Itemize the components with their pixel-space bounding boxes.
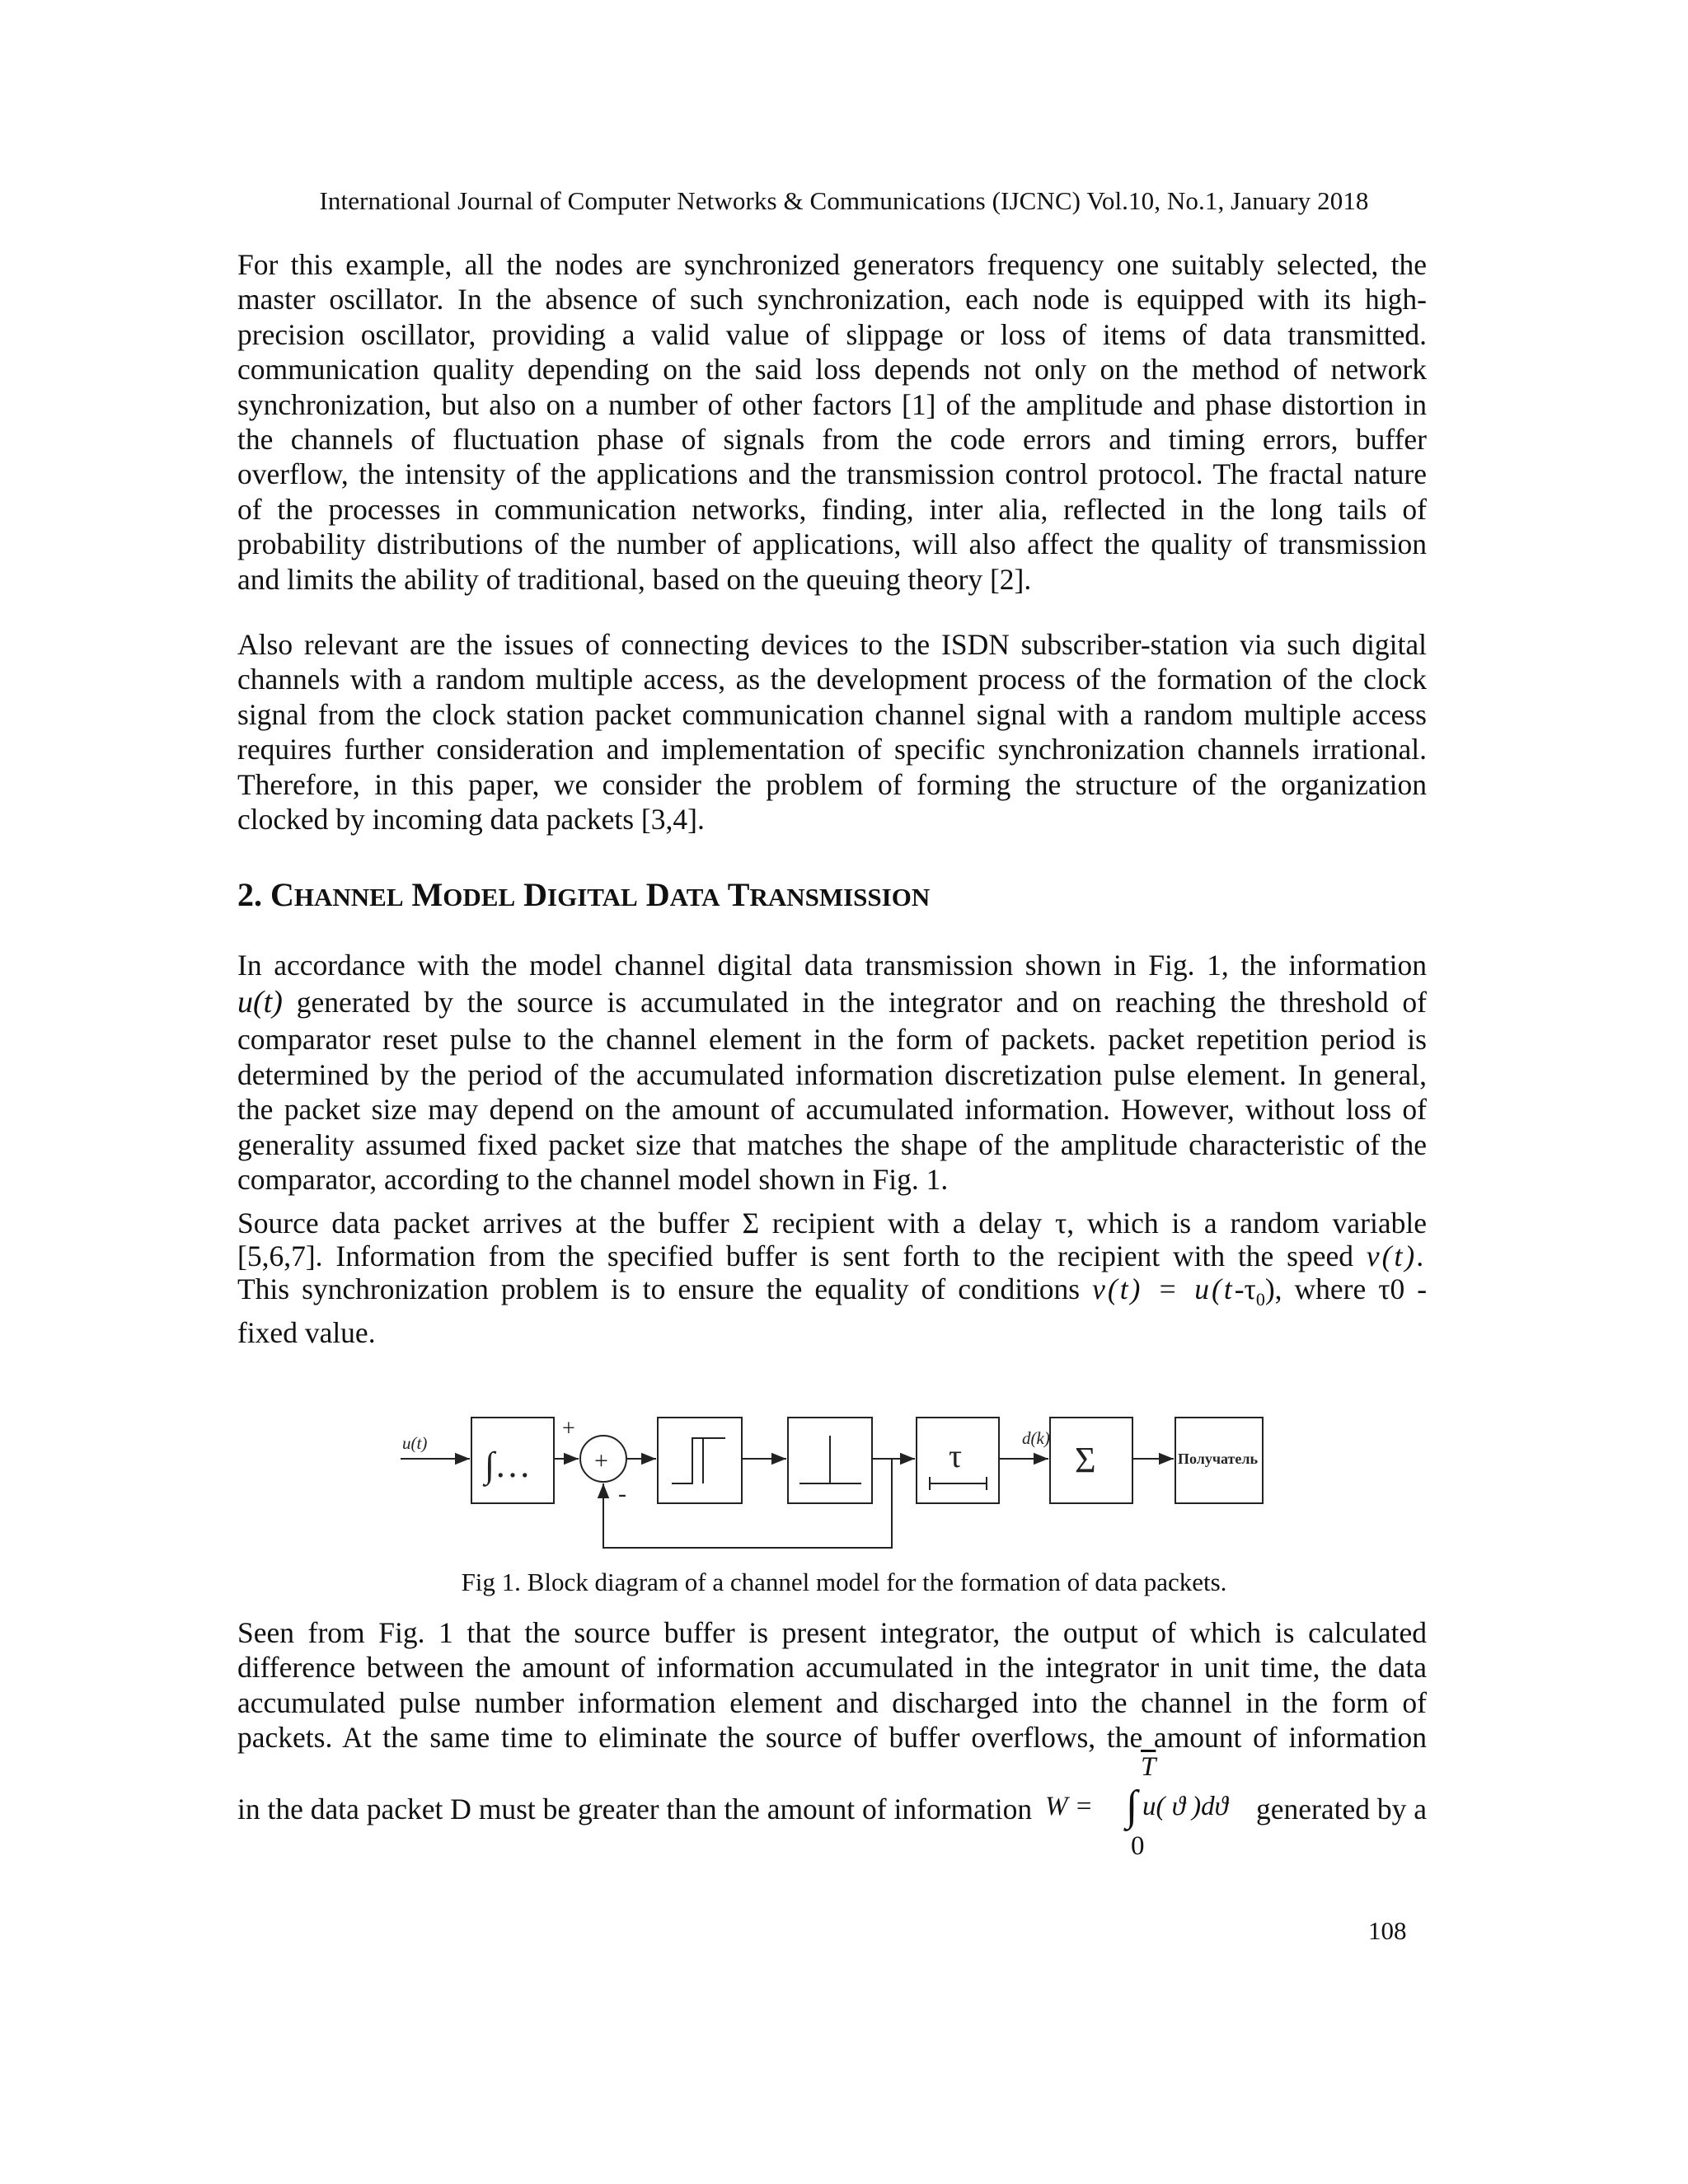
figure-caption: Fig 1. Block diagram of a channel model for the formation of data packets. bbox=[461, 1568, 1227, 1596]
text-line: packets. At the same time to eliminate the source of buffer overflows, the amount of information bbox=[237, 1721, 1427, 1755]
text-line: master oscillator. In the absence of such synchronization, each node is equipped with its high- bbox=[237, 283, 1427, 316]
sum-sign-bottom: - bbox=[618, 1480, 626, 1507]
text-line: Therefore, in this paper, we consider the problem of forming the structure of the organization bbox=[237, 767, 1427, 801]
text-line: fixed value. bbox=[237, 1316, 376, 1350]
text-line: and limits the ability of traditional, based on the queuing theory [2]. bbox=[237, 562, 1032, 596]
text-line: accumulated pulse number information element and discharged into the channel in the form of bbox=[237, 1685, 1427, 1719]
text-line: the packet size may depend on the amount of accumulated information. However, without loss of bbox=[237, 1093, 1427, 1127]
text-line: clocked by incoming data packets [3,4]. bbox=[237, 803, 705, 837]
text-line: signal from the clock station packet communication channel signal with a random multiple access bbox=[237, 697, 1427, 731]
formula-lhs: W = bbox=[1045, 1792, 1094, 1821]
summer-plus: + bbox=[594, 1447, 608, 1474]
text-line: precision oscillator, providing a valid value of slippage or loss of items of data transmitted. bbox=[237, 317, 1427, 351]
text-line: [5,6,7]. Information from the specified buffer is sent forth to the recipient with the speed v(t). bbox=[237, 1240, 1428, 1272]
paragraph-5-last-line: in the data packet D must be greater than the amount of information generated by a bbox=[237, 1793, 1427, 1825]
integral-upper-limit: $\overline{T}$ bbox=[1141, 1752, 1156, 1782]
math-equality: v(t) = u(t bbox=[1092, 1272, 1235, 1305]
paragraph-3 bbox=[237, 948, 1427, 1197]
text-line: requires further consideration and implementation of specific synchronization channels irrational. bbox=[237, 733, 1427, 766]
text-line: Seen from Fig. 1 that the source buffer is present integrator, the output of which is calculated bbox=[237, 1616, 1427, 1649]
recipient-label: Получатель bbox=[1178, 1451, 1258, 1467]
text-line: Also relevant are the issues of connecting devices to the ISDN subscriber-station via such digital bbox=[237, 628, 1427, 661]
text-line: comparator, according to the channel model shown in Fig. 1. bbox=[237, 1163, 949, 1197]
paragraph-4 bbox=[237, 1207, 1427, 1349]
text-line: comparator reset pulse to the channel element in the form of packets. packet repetition period is bbox=[237, 1023, 1427, 1057]
delay-label: τ bbox=[949, 1437, 963, 1474]
pulse-icon bbox=[799, 1436, 861, 1483]
text-line: the channels of fluctuation phase of signals from the code errors and timing errors, buffer bbox=[237, 423, 1427, 457]
sum-sign-top: + bbox=[562, 1416, 575, 1441]
paragraph-1 bbox=[237, 247, 1427, 597]
text-line: difference between the amount of information accumulated in the integrator in unit time, the data bbox=[237, 1651, 1427, 1685]
running-head: International Journal of Computer Networks & Communications (IJCNC) Vol.10, No.1, January 2018 bbox=[319, 186, 1369, 215]
integrand: u( ϑ )dϑ bbox=[1142, 1792, 1228, 1821]
section-heading: 2. CHANNEL MODEL DIGITAL DATA TRANSMISSION bbox=[237, 876, 931, 913]
integral-formula bbox=[1045, 1752, 1256, 1861]
math-v-t: v(t). bbox=[1366, 1240, 1428, 1272]
text-line: This synchronization problem is to ensure the equality of conditions $v(t) = u(t-\tau_0)$, where τ0 - bbox=[237, 1272, 1428, 1310]
text-line: generality assumed fixed packet size that matches the shape of the amplitude characteristic of the bbox=[237, 1127, 1427, 1161]
input-label: u(t) bbox=[402, 1433, 428, 1453]
section-number: 2. bbox=[237, 876, 262, 913]
step-icon bbox=[672, 1438, 725, 1483]
math-u-t: u(t) bbox=[237, 985, 283, 1020]
page-number: 108 bbox=[1368, 1916, 1407, 1945]
integrator-label: ∫… bbox=[485, 1445, 532, 1485]
integral-sign: ∫ bbox=[1126, 1783, 1138, 1830]
text-line: communication quality depending on the said loss depends not only on the method of network bbox=[237, 353, 1427, 387]
text-line: In accordance with the model channel digital data transmission shown in Fig. 1, the information bbox=[237, 949, 1427, 982]
text-line: determined by the period of the accumulated information discretization pulse element. In general, bbox=[237, 1057, 1427, 1091]
block-diagram bbox=[387, 1401, 1278, 1558]
text-line: synchronization, but also on a number of other factors [1] of the amplitude and phase distortion in bbox=[237, 387, 1427, 421]
buffer-label: Σ bbox=[1075, 1440, 1096, 1480]
text-line: probability distributions of the number of applications, will also affect the quality of transmission bbox=[237, 527, 1427, 561]
text-line: Source data packet arrives at the buffer Σ recipient with a delay τ, which is a random variable bbox=[237, 1207, 1427, 1240]
delay-bar-icon bbox=[930, 1477, 987, 1490]
text-line: overflow, the intensity of the applications and the transmission control protocol. The fractal nature bbox=[237, 457, 1427, 491]
integral-lower-limit: 0 bbox=[1131, 1831, 1145, 1861]
comparator-block bbox=[658, 1418, 742, 1503]
paragraph-2 bbox=[237, 627, 1427, 837]
delay-output-label: d(k) bbox=[1022, 1428, 1050, 1448]
text-line: For this example, all the nodes are synchronized generators frequency one suitably selected, the bbox=[237, 248, 1427, 281]
text-line: of the processes in communication networks, finding, inter alia, reflected in the long tails of bbox=[237, 492, 1427, 526]
text-line: channels with a random multiple access, as the development process of the formation of the clock bbox=[237, 663, 1427, 696]
paragraph-5 bbox=[237, 1615, 1427, 1755]
text-line: u(t) generated by the source is accumulated in the integrator and on reaching the threshold of bbox=[237, 985, 1427, 1020]
